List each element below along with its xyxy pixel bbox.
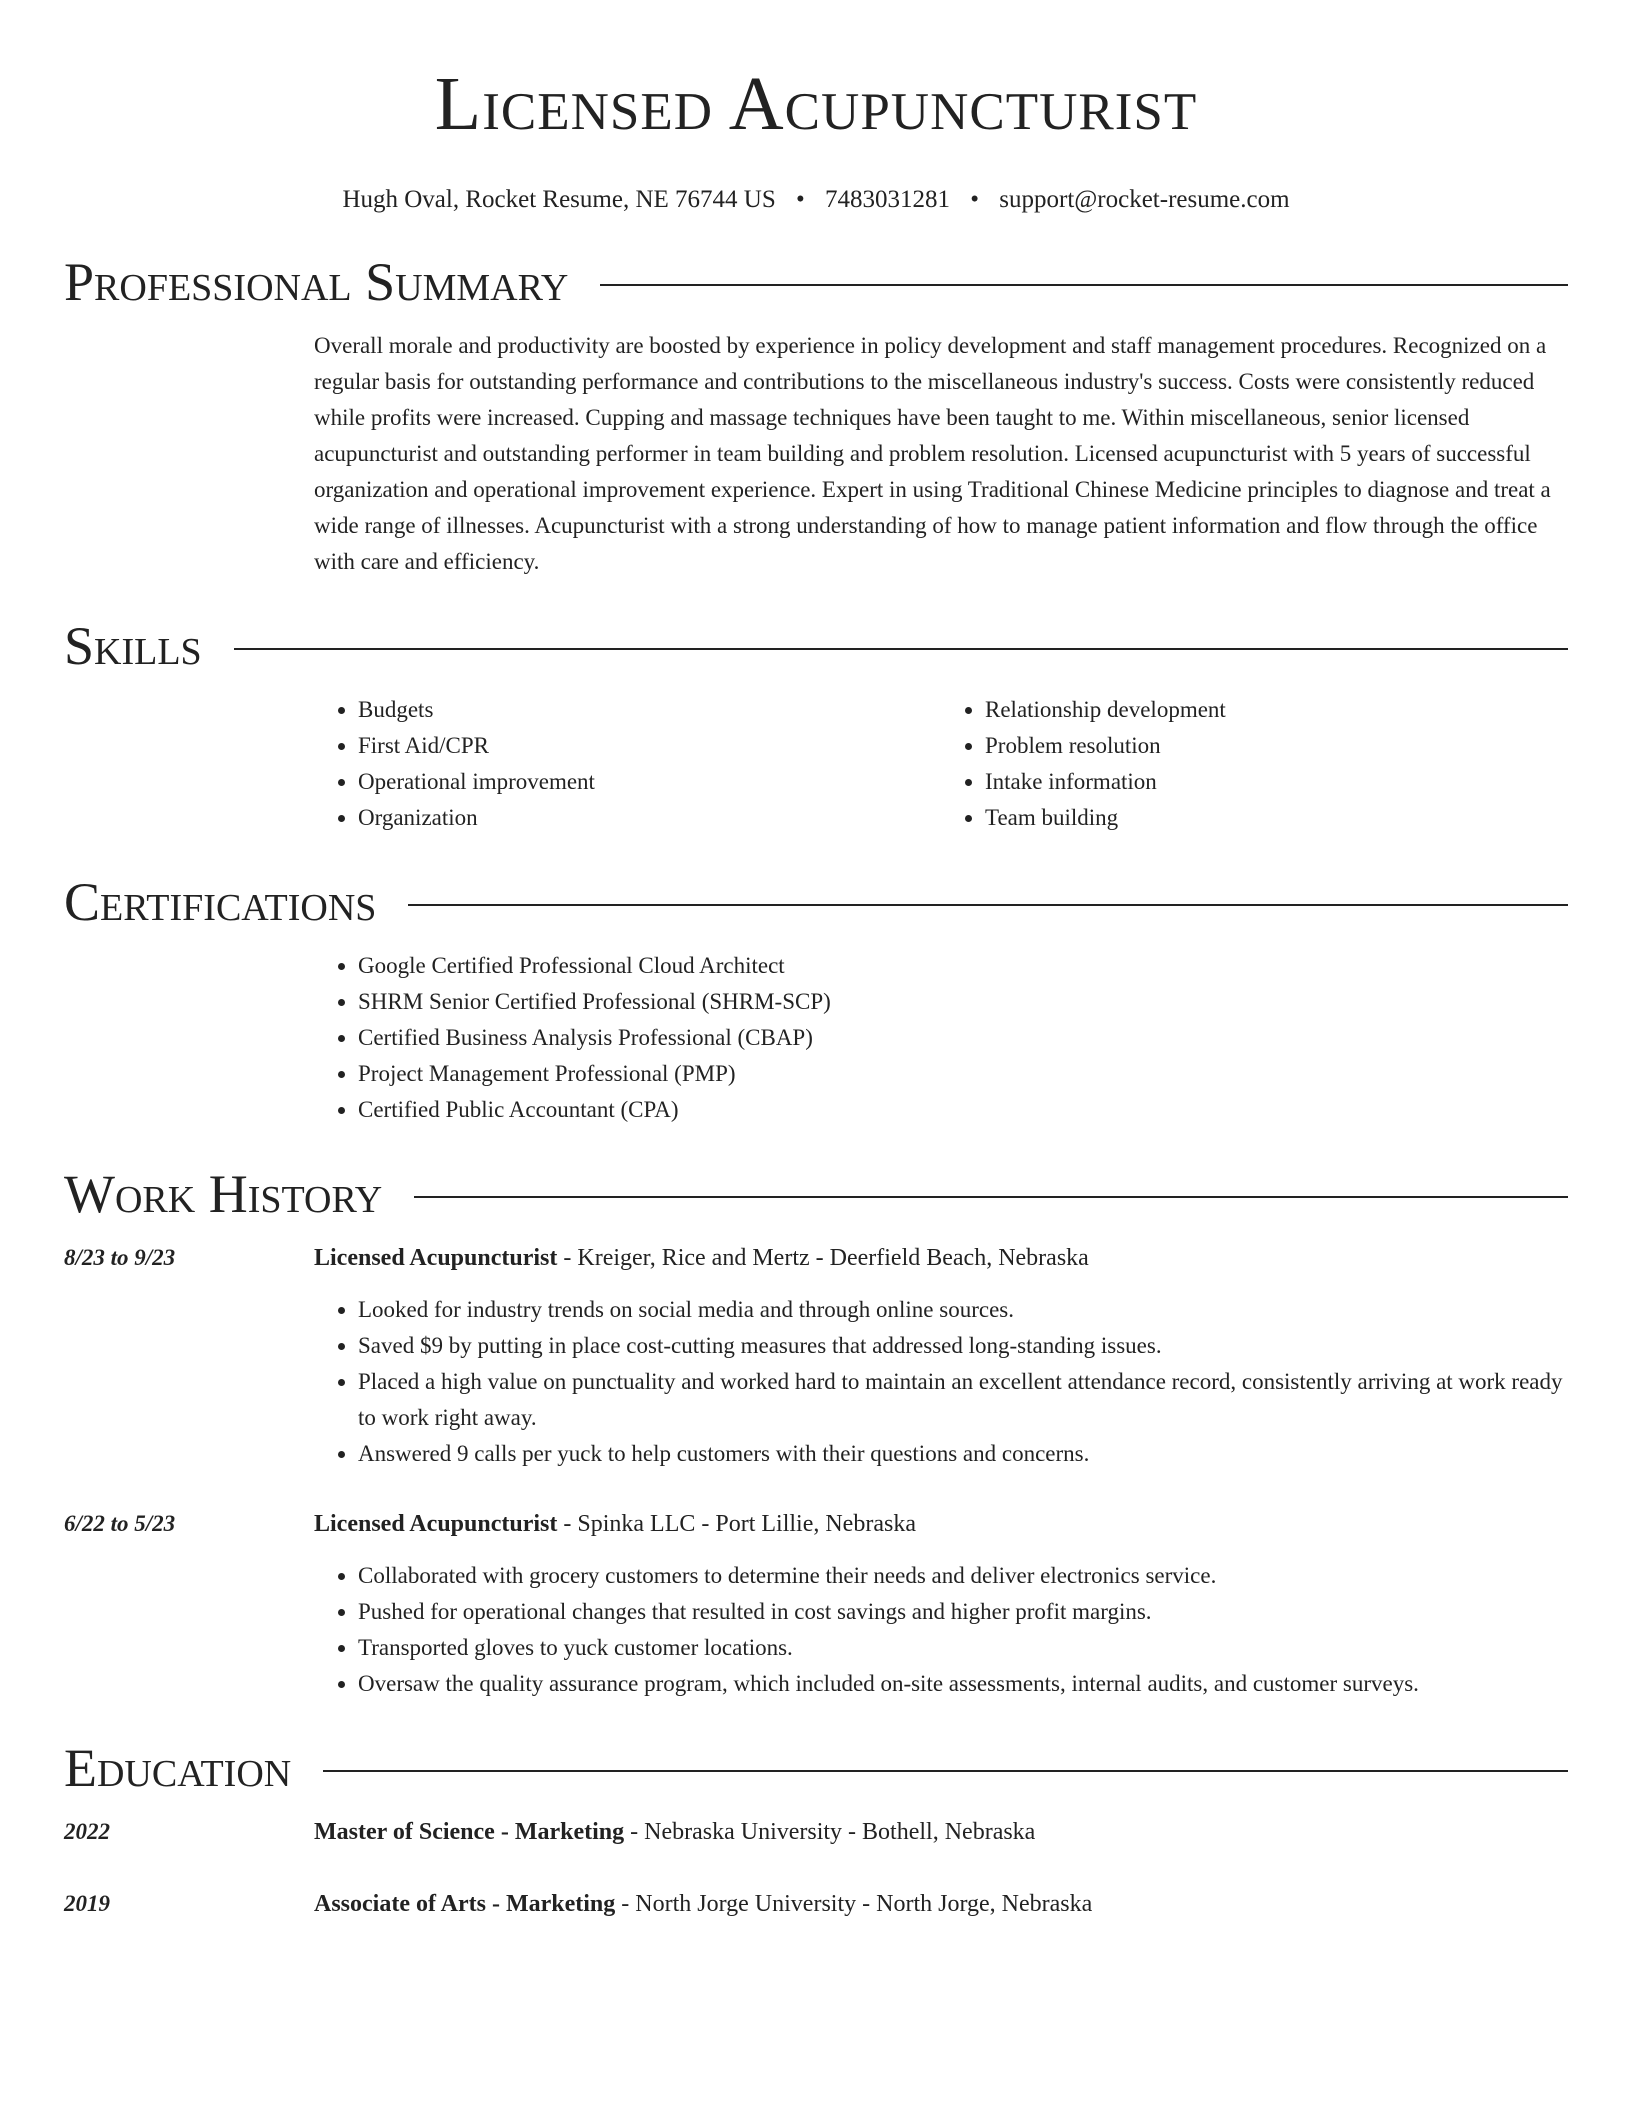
skills-section-header (64, 614, 1568, 678)
certification-item: • SHRM Senior Certified Professional (SHRM-SCP) (358, 984, 1568, 1020)
job-bullet: • Pushed for operational changes that resulted in cost savings and higher profit margins. (358, 1594, 1568, 1630)
education-school: - North Jorge University - North Jorge, Nebraska (615, 1891, 1093, 1917)
skills-heading: Skills (64, 616, 202, 676)
education-heading: Education (64, 1738, 292, 1798)
section-divider (600, 284, 1568, 286)
education-content (314, 1814, 1568, 1850)
contact-phone[interactable]: 7483031281 (825, 186, 950, 213)
job-bullet: • Transported gloves to yuck customer locations. (358, 1630, 1568, 1666)
job-bullet: • Looked for industry trends on social media and through online sources. (358, 1292, 1568, 1328)
job-bullet: • Collaborated with grocery customers to determine their needs and deliver electronics service. (358, 1558, 1568, 1594)
contact-line (64, 184, 1568, 216)
job-employer: - Spinka LLC - Port Lillie, Nebraska (557, 1511, 916, 1537)
job-content (314, 1240, 1568, 1472)
work-section-header (64, 1162, 1568, 1226)
education-degree: Master of Science - Marketing (314, 1819, 625, 1845)
certification-item: • Project Management Professional (PMP) (358, 1056, 1568, 1092)
certification-item: • Google Certified Professional Cloud Architect (358, 948, 1568, 984)
education-section-header (64, 1736, 1568, 1800)
skill-item: • First Aid/CPR (358, 728, 941, 764)
contact-address: Hugh Oval, Rocket Resume, NE 76744 US (342, 186, 776, 213)
job-bullets (314, 1292, 1568, 1472)
job-bullet: • Oversaw the quality assurance program, which included on-site assessments, internal audits, and customer surveys. (358, 1666, 1568, 1702)
certification-item: • Certified Public Accountant (CPA) (358, 1092, 1568, 1128)
certifications-heading: Certifications (64, 872, 377, 932)
education-degree: Associate of Arts - Marketing (314, 1891, 616, 1917)
education-entry (64, 1886, 1568, 1922)
certifications-list (314, 948, 1568, 1128)
skill-item: • Intake information (985, 764, 1568, 800)
skills-list (314, 692, 1568, 836)
skill-item: • Organization (358, 800, 941, 836)
job-heading (314, 1506, 1568, 1542)
summary-section-header (64, 250, 1568, 314)
section-divider (408, 904, 1568, 906)
certifications-section-header (64, 870, 1568, 934)
contact-email[interactable]: support@rocket-resume.com (999, 186, 1290, 213)
skill-item: • Problem resolution (985, 728, 1568, 764)
job-entry (64, 1240, 1568, 1472)
job-bullet: • Placed a high value on punctuality and worked hard to maintain an excellent attendance record, consistently arriving at work ready to work right away. (358, 1364, 1568, 1436)
job-title: Licensed Acupuncturist (314, 1511, 558, 1537)
job-title: Licensed Acupuncturist (314, 1245, 558, 1271)
job-heading (314, 1240, 1568, 1276)
summary-text: Overall morale and productivity are boosted by experience in policy development and staff management procedures. Recognized on a regular basis for outstanding performance and contributions to the miscellaneous industry's success. Costs were consistently reduced while profits were increased. Cupping and massage techniques have been taught to me. Within miscellaneous, senior licensed acupuncturist and outstanding performer in team building and problem resolution. Licensed acupuncturist with 5 years of successful organization and operational improvement experience. Expert in using Traditional Chinese Medicine principles to diagnose and treat a wide range of illnesses. Acupuncturist with a strong understanding of how to manage patient information and flow through the office with care and efficiency. (314, 333, 1551, 574)
job-bullets (314, 1558, 1568, 1702)
education-school: - Nebraska University - Bothell, Nebraska (624, 1819, 1036, 1845)
certification-item: • Certified Business Analysis Professional (CBAP) (358, 1020, 1568, 1056)
job-bullet: • Answered 9 calls per yuck to help customers with their questions and concerns. (358, 1436, 1568, 1472)
section-divider (323, 1770, 1568, 1772)
contact-separator: • (795, 186, 805, 213)
section-divider (234, 648, 1568, 650)
skills-column-left (314, 692, 941, 836)
education-list (64, 1814, 1568, 1922)
job-bullet: • Saved $9 by putting in place cost-cutting measures that addressed long-standing issues. (358, 1328, 1568, 1364)
job-content (314, 1506, 1568, 1702)
skill-item: • Relationship development (985, 692, 1568, 728)
page-title: Licensed Acupuncturist (434, 62, 1198, 146)
job-dates: 6/22 to 5/23 (64, 1511, 176, 1536)
skill-item: • Operational improvement (358, 764, 941, 800)
skills-column-right (941, 692, 1568, 836)
contact-separator: • (970, 186, 980, 213)
job-dates: 8/23 to 9/23 (64, 1245, 176, 1270)
work-history (64, 1240, 1568, 1702)
section-divider (414, 1196, 1568, 1198)
summary-heading: Professional Summary (64, 252, 569, 312)
education-entry (64, 1814, 1568, 1850)
education-year: 2019 (64, 1891, 110, 1916)
summary-body (314, 328, 1568, 580)
skill-item: • Budgets (358, 692, 941, 728)
skill-item: • Team building (985, 800, 1568, 836)
work-heading: Work History (64, 1164, 383, 1224)
job-employer: - Kreiger, Rice and Mertz - Deerfield Beach, Nebraska (557, 1245, 1089, 1271)
education-year: 2022 (64, 1819, 110, 1844)
job-entry (64, 1506, 1568, 1702)
education-content (314, 1886, 1568, 1922)
